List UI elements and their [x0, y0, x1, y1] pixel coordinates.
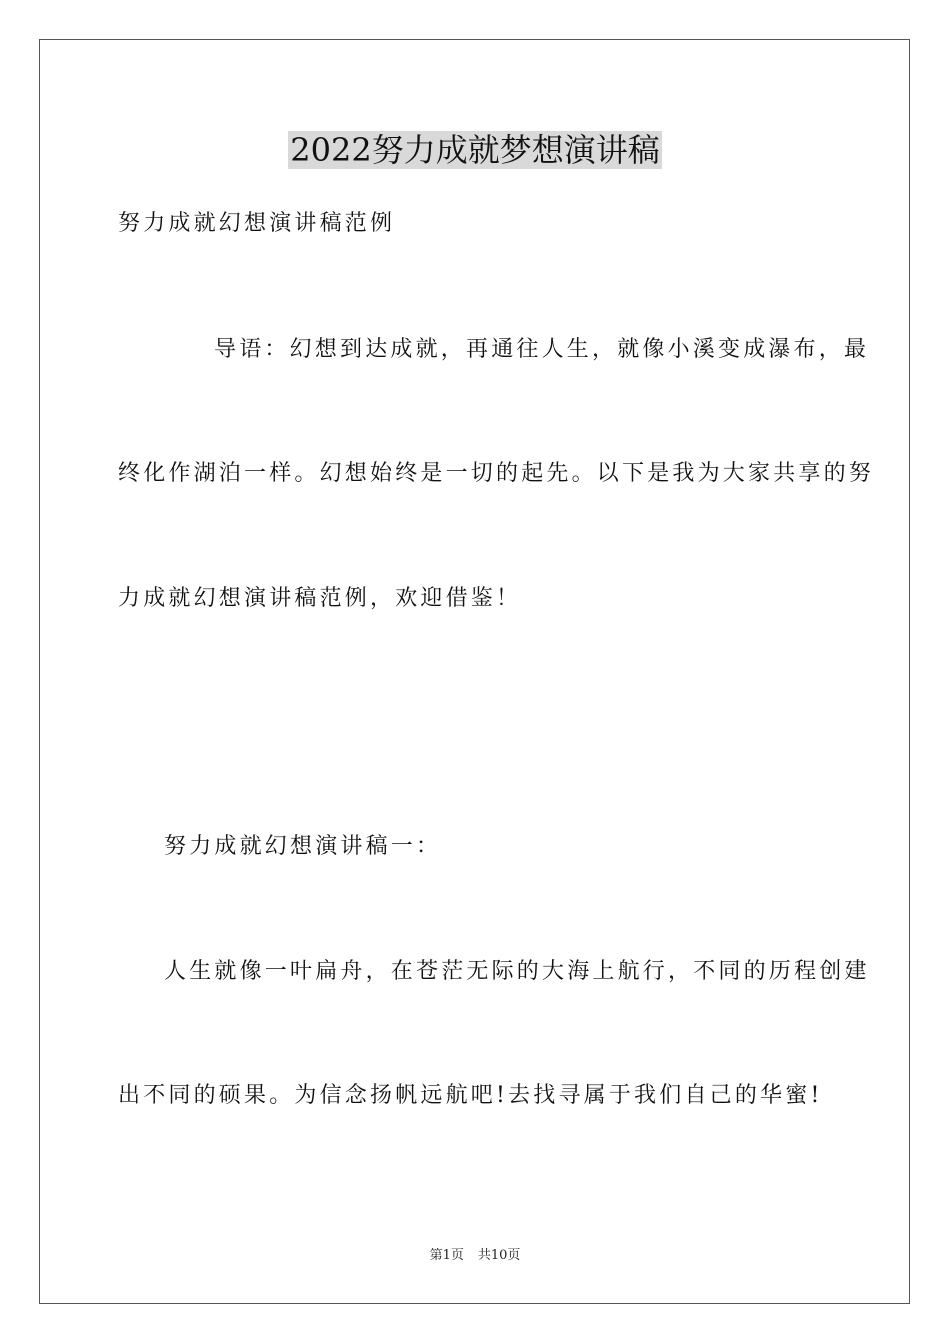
section-heading: 努力成就幻想演讲稿一： — [164, 834, 442, 859]
paragraph-line: 人生就像一叶扁舟，在苍茫无际的大海上航行，不同的历程创建 — [164, 959, 870, 984]
page-footer — [0, 1247, 950, 1265]
paragraph-line: 终化作湖泊一样。幻想始终是一切的起先。以下是我为大家共享的努 — [118, 461, 875, 486]
paragraph-line: 出不同的硕果。为信念扬帆远航吧!去找寻属于我们自己的华蜜! — [118, 1083, 823, 1108]
page-total: 共10页 — [477, 1248, 521, 1263]
page-number: 第1页 — [429, 1248, 464, 1263]
document-title — [0, 128, 950, 172]
paragraph-line: 力成就幻想演讲稿范例，欢迎借鉴！ — [118, 586, 522, 611]
subtitle-line: 努力成就幻想演讲稿范例 — [118, 211, 396, 236]
paragraph-line: 导语：幻想到达成就，再通往人生，就像小溪变成瀑布，最 — [214, 337, 870, 362]
document-title-text: 2022努力成就梦想演讲稿 — [290, 131, 660, 169]
